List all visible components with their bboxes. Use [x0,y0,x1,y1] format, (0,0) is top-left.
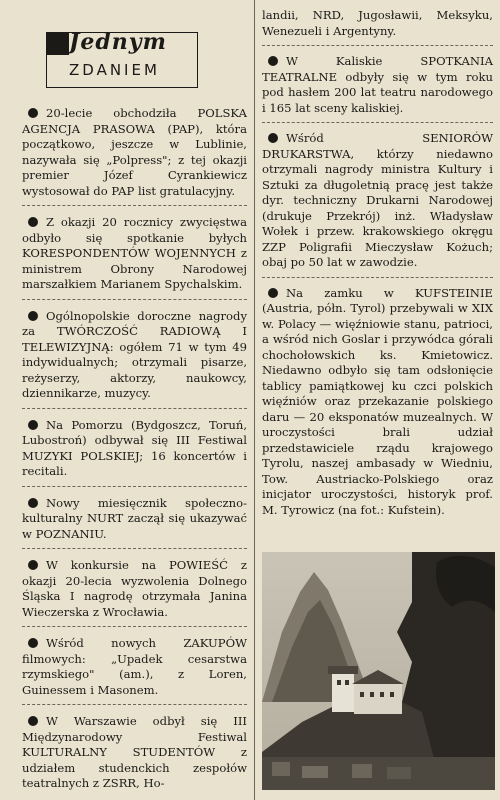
item-separator [22,205,247,206]
news-item: Na zamku w KUFSTEINIE (Austria, półn. Tyrol) przebywali w XIX w. Polacy — więźniowie stanu, patrioci, a wśród nich Goslar i przywódca górali chochołowskich ks. Kmietowicz. Niedawno odbyło się tam odsłonięcie tablicy pamiątkowej ku czci polskich więźniów oraz przekazanie polskiego daru — 20 eksponatów muzealnych. W uroczystości brali udział przedstawiciele rządu krajowego Tyrolu, naszej ambasady w Wiedniu, Tow. Austriacko-Polskiego oraz inicjator uroczystości, historyk prof. M. Tyrowicz (na fot.: Kufstein). [262,285,493,517]
news-item: Z okazji 20 rocznicy zwycięstwa odbyło się spotkanie byłych KORESPONDENTÓW WOJENNYCH z ministrem Obrony Narodowej marszałkiem Marianem Spychalskim. [22,215,247,291]
bullet-icon [28,108,38,118]
item-separator [22,408,247,409]
news-item-continuation: landii, NRD, Jugosławii, Meksyku, Wenezueli i Argentyny. [262,8,493,38]
item-separator [22,548,247,549]
bullet-icon [28,217,38,227]
news-item: Na Pomorzu (Bydgoszcz, Toruń, Lubostroń) odbywał się III Festiwal MUZYKI POLSKIEJ; 16 koncertów i recitali. [22,417,247,478]
right-column [262,0,493,518]
news-item: W Kaliskie SPOTKANIA TEATRALNE odbyły się w tym roku pod hasłem 200 lat teatru narodowego i 165 lat sceny kaliskiej. [262,54,493,115]
bullet-icon [28,420,38,430]
bullet-icon [28,560,38,570]
bullet-icon [28,311,38,321]
news-item: W konkursie na POWIEŚĆ z okazji 20-lecia wyzwolenia Dolnego Śląska I nagrodę otrzymała Janina Wieczerska z Wrocławia. [22,558,247,619]
news-item: Nowy miesięcznik społeczno-kulturalny NURT zaczął się ukazywać w POZNANIU. [22,495,247,541]
item-separator [262,45,493,46]
news-item: Wśród nowych ZAKUPÓW filmowych: „Upadek cesarstwa rzymskiego" (am.), z Loren, Guinessem i Masonem. [22,636,247,697]
castle-photo-illustration [262,552,495,790]
news-item: Ogólnopolskie doroczne nagrody za TWÓRCZOŚĆ RADIOWĄ I TELEWIZYJNĄ: ogółem 71 w tym 49 indywidualnych; otrzymali pisarze, reżyserzy, aktorzy, naukowcy, dziennikarze, muzycy. [22,308,247,400]
bullet-icon [268,56,278,66]
item-separator [262,122,493,123]
item-separator [22,486,247,487]
news-item: 20-lecie obchodziła POLSKA AGENCJA PRASOWA (PAP), która początkowo, jeszcze w Lublinie, nazywała się „Polpress"; z tej okazji premier Józef Cyrankiewicz wystosował do PAP list gratulacyjny. [22,106,247,198]
item-separator [22,299,247,300]
masthead-subtitle: ZDANIEM [69,61,160,79]
masthead-title: Jednym [69,29,167,55]
masthead-block-decoration [47,33,69,55]
bullet-icon [28,638,38,648]
left-column [22,0,247,792]
bullet-icon [268,133,278,143]
item-separator [262,277,493,278]
bullet-icon [28,498,38,508]
bullet-icon [268,288,278,298]
column-divider [254,0,255,800]
kufstein-castle-photo [262,552,495,790]
news-item: W Warszawie odbył się III Międzynarodowy Festiwal KULTURALNY STUDENTÓW z udziałem studenckich zespołów teatralnych z ZSRR, Ho- [22,714,247,790]
news-item: Wśród SENIORÓW DRUKARSTWA, którzy niedawno otrzymali nagrody ministra Kultury i Sztuki za długoletnią pracę jest także dyr. techniczny Drukarni Narodowej (drukuje Przekrój) inż. Władysław Wołek i przew. krakowskiego okręgu ZZP Poligrafii Mieczysław Kożuch; obaj po 50 lat w zawodzie. [262,131,493,269]
item-separator [22,626,247,627]
section-masthead [46,29,198,88]
item-separator [22,704,247,705]
bullet-icon [28,716,38,726]
